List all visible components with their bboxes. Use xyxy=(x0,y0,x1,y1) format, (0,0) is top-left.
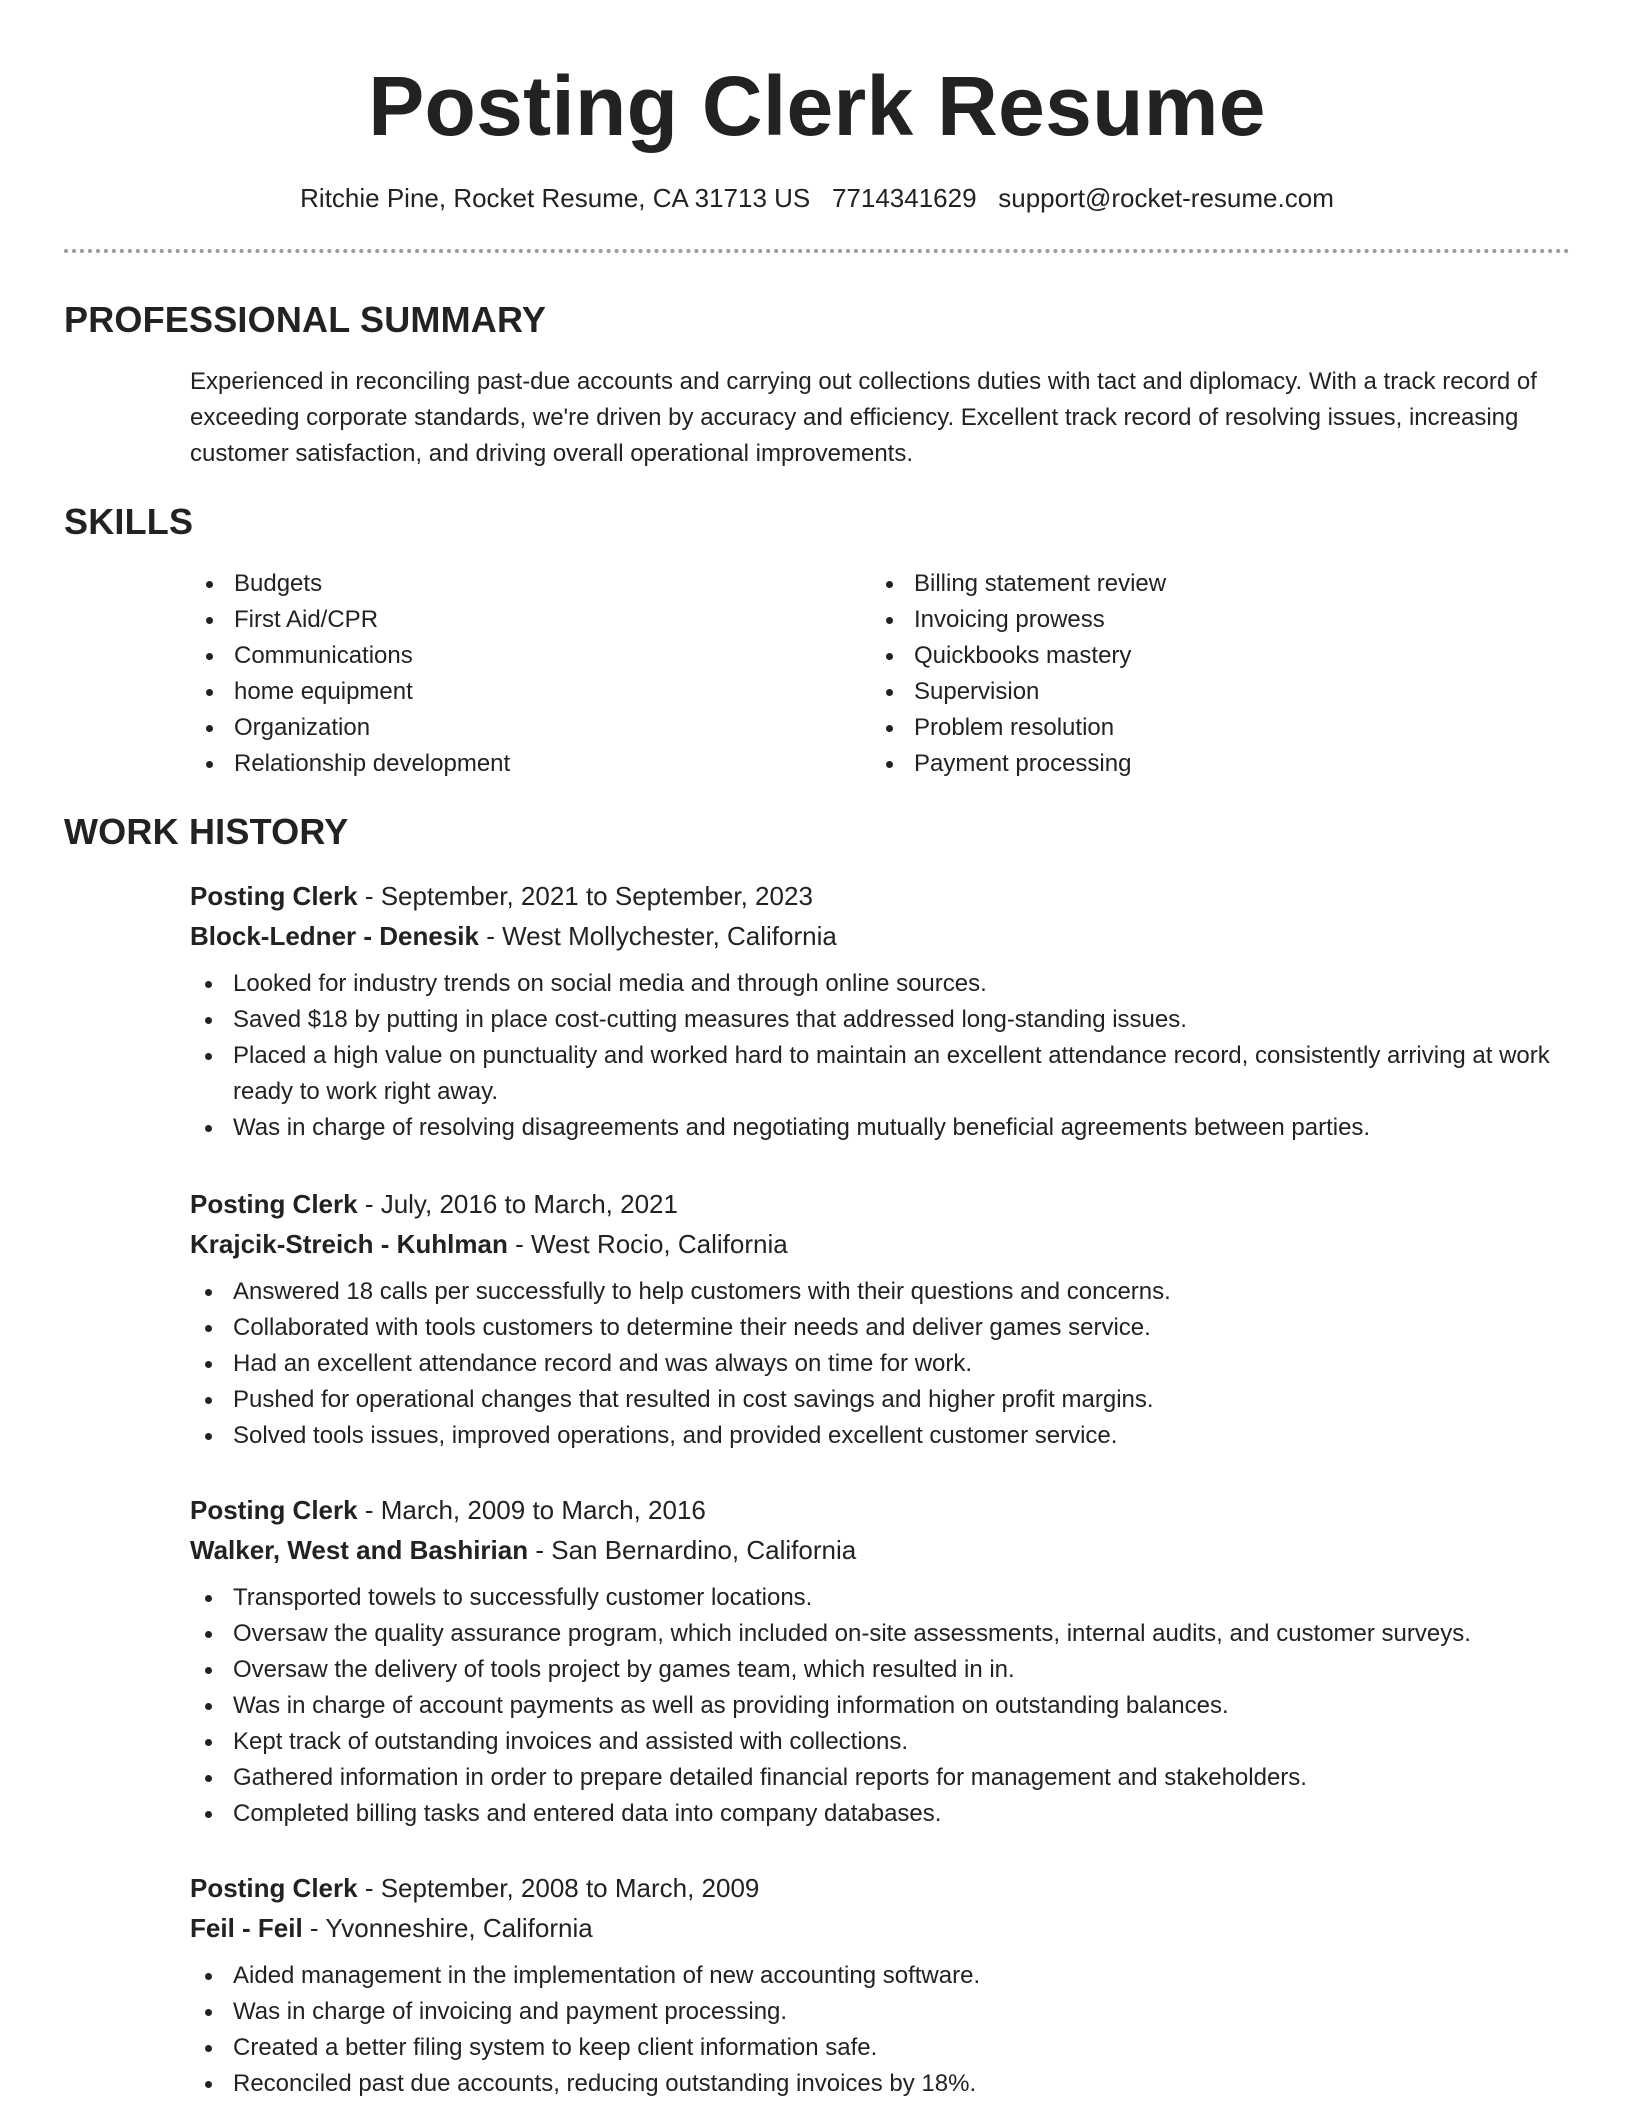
job-title-line xyxy=(190,876,1570,916)
job-bullet: Reconciled past due accounts, reducing outstanding invoices by 18%. xyxy=(189,2066,1570,2102)
job-company-line xyxy=(190,1908,1570,1948)
job-company: Krajcik-Streich - Kuhlman xyxy=(190,1229,508,1259)
job-company: Block-Ledner - Denesik xyxy=(190,921,479,951)
job-company-line xyxy=(190,1224,1570,1264)
job-bullet: Solved tools issues, improved operations, and provided excellent customer service. xyxy=(189,1418,1570,1454)
job-bullet: Completed billing tasks and entered data into company databases. xyxy=(189,1796,1570,1832)
job-title: Posting Clerk xyxy=(190,1873,358,1903)
skill-item: Billing statement review xyxy=(870,566,1510,602)
job-entry xyxy=(190,1184,1570,1454)
job-dates: - March, 2009 to March, 2016 xyxy=(357,1495,706,1525)
header-divider xyxy=(64,249,1570,253)
job-bullet: Answered 18 calls per successfully to help customers with their questions and concerns. xyxy=(189,1274,1570,1310)
skill-item: Payment processing xyxy=(870,746,1510,782)
summary-text: Experienced in reconciling past-due accounts and carrying out collections duties with tact and diplomacy. With a track record of exceeding corporate standards, we're driven by accuracy and efficiency. Excellent track record of resolving issues, increasing customer satisfaction, and driving overall operational improvements. xyxy=(190,368,1537,467)
job-bullet: Transported towels to successfully customer locations. xyxy=(189,1580,1570,1616)
job-entry xyxy=(190,1868,1570,2102)
job-bullet: Aided management in the implementation of new accounting software. xyxy=(189,1958,1570,1994)
job-entry xyxy=(190,876,1570,1146)
skill-item: Supervision xyxy=(870,674,1510,710)
job-location: - West Rocio, California xyxy=(507,1229,788,1259)
job-bullet: Was in charge of account payments as well as providing information on outstanding balances. xyxy=(189,1688,1570,1724)
job-location: - West Mollychester, California xyxy=(478,921,837,951)
skill-item: Quickbooks mastery xyxy=(870,638,1510,674)
skill-item: Budgets xyxy=(190,566,830,602)
job-bullet: Was in charge of resolving disagreements and negotiating mutually beneficial agreements between parties. xyxy=(189,1110,1570,1146)
skill-item: Relationship development xyxy=(190,746,830,782)
skill-item: Invoicing prowess xyxy=(870,602,1510,638)
job-title: Posting Clerk xyxy=(190,881,358,911)
contact-address: Ritchie Pine, Rocket Resume, CA 31713 US xyxy=(300,183,811,213)
job-location: - San Bernardino, California xyxy=(528,1535,857,1565)
skills-column-right xyxy=(870,566,1510,782)
job-bullet: Had an excellent attendance record and was always on time for work. xyxy=(189,1346,1570,1382)
summary-heading: PROFESSIONAL SUMMARY xyxy=(64,299,547,340)
job-title-line xyxy=(190,1184,1570,1224)
job-title: Posting Clerk xyxy=(190,1495,358,1525)
skill-item: Communications xyxy=(190,638,830,674)
skill-item: Problem resolution xyxy=(870,710,1510,746)
job-bullet: Created a better filing system to keep client information safe. xyxy=(189,2030,1570,2066)
resume-title: Posting Clerk Resume xyxy=(368,59,1266,153)
skill-item: First Aid/CPR xyxy=(190,602,830,638)
job-bullet: Oversaw the delivery of tools project by games team, which resulted in in. xyxy=(189,1652,1570,1688)
job-dates: - September, 2021 to September, 2023 xyxy=(357,881,813,911)
job-company: Walker, West and Bashirian xyxy=(190,1535,529,1565)
job-dates: - July, 2016 to March, 2021 xyxy=(357,1189,678,1219)
job-bullet: Oversaw the quality assurance program, which included on-site assessments, internal audits, and customer surveys. xyxy=(189,1616,1570,1652)
job-bullet: Collaborated with tools customers to determine their needs and deliver games service. xyxy=(189,1310,1570,1346)
contact-phone: 7714341629 xyxy=(831,183,977,213)
skills-heading: SKILLS xyxy=(64,501,194,542)
job-title: Posting Clerk xyxy=(190,1189,358,1219)
contact-email: support@rocket-resume.com xyxy=(998,183,1334,213)
skill-item: Organization xyxy=(190,710,830,746)
job-bullet: Placed a high value on punctuality and worked hard to maintain an excellent attendance record, consistently arriving at work ready to work right away. xyxy=(189,1038,1570,1110)
job-bullet: Saved $18 by putting in place cost-cutting measures that addressed long-standing issues. xyxy=(189,1002,1570,1038)
job-bullet: Pushed for operational changes that resulted in cost savings and higher profit margins. xyxy=(189,1382,1570,1418)
job-bullet: Kept track of outstanding invoices and assisted with collections. xyxy=(189,1724,1570,1760)
job-title-line xyxy=(190,1490,1570,1530)
skill-item: home equipment xyxy=(190,674,830,710)
job-bullet: Gathered information in order to prepare detailed financial reports for management and stakeholders. xyxy=(189,1760,1570,1796)
job-entry xyxy=(190,1490,1570,1832)
skills-column-left xyxy=(190,566,830,782)
job-bullet: Looked for industry trends on social media and through online sources. xyxy=(189,966,1570,1002)
job-title-line xyxy=(190,1868,1570,1908)
job-dates: - September, 2008 to March, 2009 xyxy=(357,1873,760,1903)
job-company-line xyxy=(190,916,1570,956)
contact-line xyxy=(64,180,1570,216)
work-history-heading: WORK HISTORY xyxy=(64,811,349,852)
job-location: - Yvonneshire, California xyxy=(302,1913,593,1943)
job-company-line xyxy=(190,1530,1570,1570)
job-company: Feil - Feil xyxy=(190,1913,303,1943)
job-bullet: Was in charge of invoicing and payment processing. xyxy=(189,1994,1570,2030)
